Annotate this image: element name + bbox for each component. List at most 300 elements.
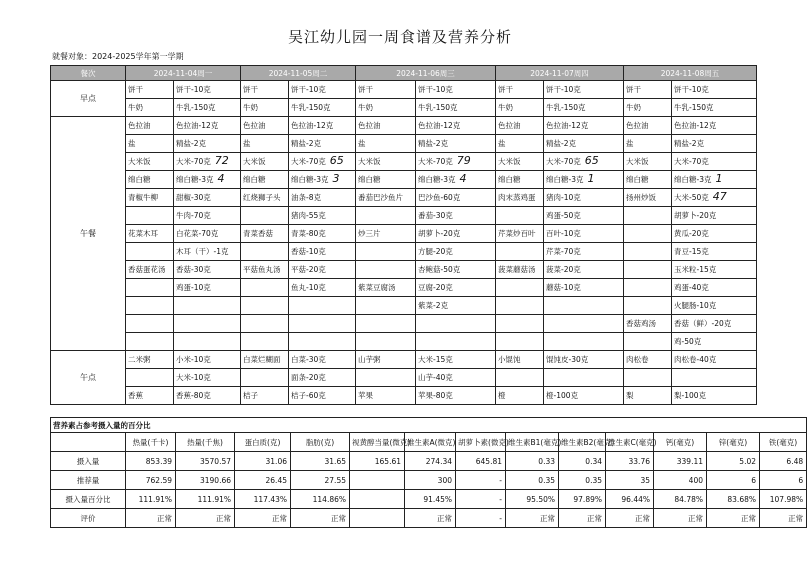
dish-name: 橙 [496, 387, 544, 405]
dish-name [126, 279, 174, 297]
ingredient-text: 鸡-50克 [674, 336, 702, 346]
dish-name: 盐 [126, 135, 174, 153]
menu-row [51, 117, 757, 135]
nutrition-row-label: 推荐量 [51, 471, 126, 490]
ingredient-text: 菠菜-20克 [546, 264, 581, 274]
ingredient-amount [174, 369, 241, 387]
dish-name: 芹菜炒百叶 [496, 225, 544, 243]
day-header: 2024-11-05周二 [241, 66, 356, 81]
ingredient-text: 色拉油-12克 [418, 120, 461, 130]
ingredient-text: 大米-50克 [674, 193, 709, 202]
ingredient-text: 桔子-60克 [291, 390, 326, 400]
dish-name [624, 243, 672, 261]
nutrition-row [51, 452, 807, 471]
ingredient-text: 青豆-15克 [674, 246, 709, 256]
ingredient-text: 百叶-10克 [546, 228, 581, 238]
ingredient-amount [672, 99, 757, 117]
ingredient-text: 大米-70克 [674, 157, 709, 166]
dish-name: 香菇鸡汤 [624, 315, 672, 333]
dish-name: 饼干 [126, 81, 174, 99]
ingredient-text: 绵白糖-3克 [418, 175, 456, 184]
nutrition-value [350, 509, 405, 528]
nutrition-value: 6.48 [760, 452, 807, 471]
handwritten-note: 79 [456, 154, 471, 167]
ingredient-text: 方腿-20克 [418, 246, 453, 256]
ingredient-amount [544, 315, 624, 333]
dish-name: 绵白糖 [496, 171, 544, 189]
ingredient-text: 大米-10克 [176, 372, 211, 382]
nutrition-value: 0.35 [506, 471, 559, 490]
handwritten-note: 65 [584, 154, 599, 167]
nutrient-header: 热量(千卡) [126, 433, 176, 452]
handwritten-note [321, 190, 325, 203]
handwritten-note [211, 190, 215, 203]
ingredient-amount [672, 117, 757, 135]
ingredient-amount [416, 207, 496, 225]
ingredient-text: 大米-70克 [176, 157, 211, 166]
ingredient-amount [289, 261, 356, 279]
ingredient-amount [416, 117, 496, 135]
nutrition-section-row [51, 418, 807, 433]
ingredient-amount [544, 279, 624, 297]
ingredient-amount [544, 261, 624, 279]
ingredient-text: 饼干-10克 [418, 84, 453, 94]
ingredient-text: 玉米粒-15克 [674, 264, 717, 274]
nutrition-value: 正常 [654, 509, 707, 528]
nutrition-value: 3570.57 [176, 452, 235, 471]
nutrition-value: 339.11 [654, 452, 707, 471]
meal-period-label: 午餐 [51, 117, 126, 351]
nutrition-value: 正常 [405, 509, 456, 528]
menu-row [51, 189, 757, 207]
dish-name: 花菜木耳 [126, 225, 174, 243]
ingredient-amount [544, 171, 624, 189]
nutrition-value: 33.76 [606, 452, 654, 471]
ingredient-amount [672, 135, 757, 153]
ingredient-amount [174, 225, 241, 243]
nutrition-value: 6 [760, 471, 807, 490]
dish-name [241, 207, 289, 225]
weekly-menu-table [50, 65, 757, 405]
dish-name: 白菜烂糊面 [241, 351, 289, 369]
ingredient-amount [544, 135, 624, 153]
ingredient-text: 肉松卷-40克 [674, 354, 717, 364]
ingredient-text: 绵白糖-3克 [176, 175, 214, 184]
ingredient-text: 鸡蛋-40克 [674, 282, 709, 292]
nutrition-value: 31.06 [235, 452, 291, 471]
ingredient-text: 面条-20克 [291, 372, 326, 382]
ingredient-amount [544, 81, 624, 99]
ingredient-amount [672, 207, 757, 225]
ingredient-amount [416, 81, 496, 99]
nutrition-value: 正常 [559, 509, 606, 528]
ingredient-amount [174, 315, 241, 333]
dish-name [624, 297, 672, 315]
handwritten-note [581, 190, 585, 203]
ingredient-amount [672, 243, 757, 261]
ingredient-amount [544, 387, 624, 405]
nutrition-value: - [456, 471, 506, 490]
ingredient-amount [672, 171, 757, 189]
dish-name [496, 333, 544, 351]
ingredient-amount [289, 117, 356, 135]
day-header: 2024-11-08周五 [624, 66, 757, 81]
ingredient-amount [289, 369, 356, 387]
dish-name: 大米饭 [356, 153, 416, 171]
nutrition-value: - [456, 509, 506, 528]
nutrient-header: 热量(千焦) [176, 433, 235, 452]
dish-name [241, 297, 289, 315]
dish-name: 牛奶 [126, 99, 174, 117]
dish-name [126, 207, 174, 225]
ingredient-text: 精盐-2克 [674, 138, 704, 148]
ingredient-text: 牛乳-150克 [674, 102, 714, 112]
dish-name: 香菇蛋花汤 [126, 261, 174, 279]
dish-name [126, 315, 174, 333]
handwritten-note: 1 [715, 172, 723, 185]
nutrient-header: 维生素B2(毫克) [559, 433, 606, 452]
nutrition-value: 91.45% [405, 490, 456, 509]
ingredient-amount [672, 189, 757, 207]
dish-name [496, 297, 544, 315]
nutrient-header: 蛋白质(克) [235, 433, 291, 452]
ingredient-amount [174, 351, 241, 369]
nutrition-value: 正常 [606, 509, 654, 528]
nutrition-value [350, 471, 405, 490]
ingredient-text: 白菜-30克 [291, 354, 326, 364]
nutrition-value: 111.91% [176, 490, 235, 509]
ingredient-amount [174, 81, 241, 99]
ingredient-text: 木耳（干）-1克 [176, 246, 229, 256]
menu-row [51, 225, 757, 243]
ingredient-amount [416, 297, 496, 315]
dish-name: 大米饭 [126, 153, 174, 171]
nutrition-value: 0.34 [559, 452, 606, 471]
nutrition-value: 31.65 [291, 452, 350, 471]
dish-name: 色拉油 [126, 117, 174, 135]
ingredient-amount [544, 207, 624, 225]
ingredient-text: 绵白糖-3克 [674, 175, 712, 184]
ingredient-amount [289, 297, 356, 315]
dish-name: 牛奶 [496, 99, 544, 117]
nutrition-table [50, 417, 807, 528]
nutrition-value: 正常 [760, 509, 807, 528]
dish-name: 绵白糖 [241, 171, 289, 189]
ingredient-amount [672, 387, 757, 405]
ingredient-text: 苹果-80克 [418, 390, 453, 400]
dish-name: 小馄饨 [496, 351, 544, 369]
dish-name: 香蕉 [126, 387, 174, 405]
ingredient-amount [672, 351, 757, 369]
dish-name: 苹果 [356, 387, 416, 405]
nutrient-header: 维生素B1(毫克) [506, 433, 559, 452]
ingredient-amount [672, 81, 757, 99]
dish-name: 大米饭 [624, 153, 672, 171]
dish-name: 扬州炒饭 [624, 189, 672, 207]
handwritten-note: 4 [459, 172, 467, 185]
ingredient-text: 牛肉-70克 [176, 210, 211, 220]
ingredient-text: 牛乳-150克 [546, 102, 586, 112]
meal-period-label: 早点 [51, 81, 126, 117]
nutrition-value: 111.91% [126, 490, 176, 509]
ingredient-amount [416, 369, 496, 387]
ingredient-amount [544, 117, 624, 135]
menu-row [51, 333, 757, 351]
dish-name: 饼干 [356, 81, 416, 99]
nutrition-section-title: 营养素占参考摄入量的百分比 [51, 418, 807, 433]
ingredient-text: 牛乳-150克 [418, 102, 458, 112]
ingredient-text: 黄瓜-20克 [674, 228, 709, 238]
ingredient-text: 色拉油-12克 [674, 120, 717, 130]
day-header: 2024-11-06周三 [356, 66, 496, 81]
ingredient-amount [289, 351, 356, 369]
ingredient-amount [416, 333, 496, 351]
ingredient-amount [289, 279, 356, 297]
nutrition-corner [51, 433, 126, 452]
handwritten-note: 4 [217, 172, 225, 185]
ingredient-text: 大米-70克 [546, 157, 581, 166]
ingredient-text: 牛乳-150克 [291, 102, 331, 112]
ingredient-amount [174, 135, 241, 153]
ingredient-amount [289, 315, 356, 333]
nutrition-value: 6 [707, 471, 760, 490]
ingredient-amount [416, 279, 496, 297]
dish-name [624, 261, 672, 279]
nutrition-value: 645.81 [456, 452, 506, 471]
handwritten-note: 65 [329, 154, 344, 167]
menu-row [51, 243, 757, 261]
ingredient-text: 平菇-20克 [291, 264, 326, 274]
dish-name: 青椒牛柳 [126, 189, 174, 207]
nutrition-value: 96.44% [606, 490, 654, 509]
ingredient-text: 豆腐-20克 [418, 282, 453, 292]
ingredient-amount [174, 279, 241, 297]
ingredient-text: 绵白糖-3克 [291, 175, 329, 184]
nutrient-header: 脂肪(克) [291, 433, 350, 452]
nutrition-value: 正常 [126, 509, 176, 528]
dish-name [496, 279, 544, 297]
dish-name [241, 243, 289, 261]
dish-name [356, 243, 416, 261]
dish-name [241, 279, 289, 297]
nutrition-value: 正常 [291, 509, 350, 528]
ingredient-amount [289, 333, 356, 351]
ingredient-amount [174, 333, 241, 351]
dish-name [356, 369, 416, 387]
dish-name: 梨 [624, 387, 672, 405]
ingredient-amount [289, 153, 356, 171]
nutrient-header: 钙(毫克) [654, 433, 707, 452]
ingredient-text: 饼干-10克 [546, 84, 581, 94]
ingredient-text: 色拉油-12克 [176, 120, 219, 130]
dish-name [496, 243, 544, 261]
dish-name [241, 315, 289, 333]
nutrition-value: 300 [405, 471, 456, 490]
nutrition-value: 107.98% [760, 490, 807, 509]
nutrition-row-label: 摄入量 [51, 452, 126, 471]
ingredient-amount [174, 189, 241, 207]
nutrition-value: 正常 [176, 509, 235, 528]
ingredient-amount [544, 189, 624, 207]
ingredient-amount [289, 171, 356, 189]
menu-row [51, 99, 757, 117]
nutrition-value: 正常 [707, 509, 760, 528]
dish-name: 盐 [624, 135, 672, 153]
dish-name: 菠菜蘑菇汤 [496, 261, 544, 279]
ingredient-amount [544, 99, 624, 117]
ingredient-amount [672, 315, 757, 333]
dish-name: 色拉油 [356, 117, 416, 135]
dish-name: 牛奶 [241, 99, 289, 117]
dish-name: 青菜香菇 [241, 225, 289, 243]
day-header: 2024-11-04周一 [126, 66, 241, 81]
dish-name: 肉末蒸鸡蛋 [496, 189, 544, 207]
dish-name [624, 369, 672, 387]
dish-name: 桔子 [241, 387, 289, 405]
ingredient-text: 鸡蛋-50克 [546, 210, 581, 220]
ingredient-amount [289, 387, 356, 405]
ingredient-text: 精盐-2克 [291, 138, 321, 148]
ingredient-text: 紫菜-2克 [418, 300, 448, 310]
menu-row [51, 171, 757, 189]
ingredient-text: 胡萝卜-20克 [418, 228, 461, 238]
ingredient-amount [289, 243, 356, 261]
ingredient-text: 色拉油-12克 [291, 120, 334, 130]
ingredient-text: 馄饨皮-30克 [546, 354, 589, 364]
ingredient-amount [174, 171, 241, 189]
ingredient-text: 山芋-40克 [418, 372, 453, 382]
dish-name [496, 207, 544, 225]
dish-name [356, 315, 416, 333]
nutrition-value: - [456, 490, 506, 509]
dish-name [356, 333, 416, 351]
ingredient-amount [416, 171, 496, 189]
dish-name [496, 369, 544, 387]
dish-name: 盐 [356, 135, 416, 153]
handwritten-note [460, 190, 464, 203]
menu-row [51, 153, 757, 171]
ingredient-amount [416, 189, 496, 207]
nutrition-value: 正常 [506, 509, 559, 528]
ingredient-text: 香菇-10克 [291, 246, 326, 256]
ingredient-amount [416, 135, 496, 153]
nutrient-header: 胡萝卜素(微克) [456, 433, 506, 452]
menu-row [51, 369, 757, 387]
page-title: 吴江幼儿园一周食谱及营养分析 [287, 28, 512, 46]
dish-name: 大米饭 [496, 153, 544, 171]
dish-name: 红烧狮子头 [241, 189, 289, 207]
handwritten-note: 1 [587, 172, 595, 185]
dining-target: 就餐对象：2024-2025学年第一学期 [52, 52, 184, 61]
nutrition-value: 114.86% [291, 490, 350, 509]
ingredient-amount [289, 99, 356, 117]
ingredient-amount [544, 351, 624, 369]
dish-name: 山芋粥 [356, 351, 416, 369]
ingredient-text: 精盐-2克 [546, 138, 576, 148]
ingredient-amount [672, 153, 757, 171]
nutrition-value: 400 [654, 471, 707, 490]
ingredient-amount [174, 243, 241, 261]
ingredient-amount [544, 153, 624, 171]
dish-name [241, 333, 289, 351]
dish-name: 肉松卷 [624, 351, 672, 369]
ingredient-text: 牛乳-150克 [176, 102, 216, 112]
handwritten-note: 47 [712, 190, 727, 203]
dish-name [624, 279, 672, 297]
ingredient-text: 胡萝卜-20克 [674, 210, 717, 220]
ingredient-text: 芹菜-70克 [546, 246, 581, 256]
dish-name [241, 369, 289, 387]
ingredient-text: 香蕉-80克 [176, 390, 211, 400]
nutrition-row-label: 摄入量百分比 [51, 490, 126, 509]
menu-row [51, 207, 757, 225]
ingredient-text: 梨-100克 [674, 390, 707, 400]
nutrition-value: 0.35 [559, 471, 606, 490]
nutrition-value: 84.78% [654, 490, 707, 509]
dish-name [126, 333, 174, 351]
dish-name: 色拉油 [241, 117, 289, 135]
nutrition-value: 117.43% [235, 490, 291, 509]
ingredient-amount [174, 207, 241, 225]
ingredient-text: 饼干-10克 [291, 84, 326, 94]
nutrition-value: 274.34 [405, 452, 456, 471]
ingredient-amount [416, 225, 496, 243]
dish-name: 饼干 [624, 81, 672, 99]
nutrition-value [350, 490, 405, 509]
dish-name [624, 207, 672, 225]
nutrition-row [51, 471, 807, 490]
ingredient-amount [544, 297, 624, 315]
menu-row [51, 81, 757, 99]
ingredient-amount [174, 387, 241, 405]
dish-name: 牛奶 [624, 99, 672, 117]
ingredient-amount [174, 153, 241, 171]
dish-name: 绵白糖 [356, 171, 416, 189]
dish-name [356, 207, 416, 225]
nutrition-value: 5.02 [707, 452, 760, 471]
ingredient-amount [289, 189, 356, 207]
ingredient-text: 青菜-80克 [291, 228, 326, 238]
ingredient-text: 猪肉-55克 [291, 210, 326, 220]
dish-name [624, 333, 672, 351]
ingredient-amount [174, 99, 241, 117]
dish-name: 色拉油 [496, 117, 544, 135]
ingredient-amount [672, 261, 757, 279]
menu-row [51, 135, 757, 153]
nutrition-header-row [51, 433, 807, 452]
nutrition-value: 26.45 [235, 471, 291, 490]
ingredient-amount [672, 297, 757, 315]
ingredient-amount [174, 261, 241, 279]
nutrition-value: 0.33 [506, 452, 559, 471]
ingredient-text: 番茄-30克 [418, 210, 453, 220]
ingredient-amount [672, 279, 757, 297]
ingredient-text: 饼干-10克 [176, 84, 211, 94]
dish-name: 绵白糖 [126, 171, 174, 189]
dish-name: 绵白糖 [624, 171, 672, 189]
nutrition-value: 3190.66 [176, 471, 235, 490]
dish-name: 色拉油 [624, 117, 672, 135]
nutrition-value: 853.39 [126, 452, 176, 471]
ingredient-amount [416, 315, 496, 333]
ingredient-amount [416, 243, 496, 261]
ingredient-text: 大米-70克 [291, 157, 326, 166]
ingredient-text: 甜椒-30克 [176, 193, 211, 202]
nutrition-row [51, 490, 807, 509]
menu-row [51, 297, 757, 315]
day-header: 2024-11-07周四 [496, 66, 624, 81]
menu-row [51, 351, 757, 369]
